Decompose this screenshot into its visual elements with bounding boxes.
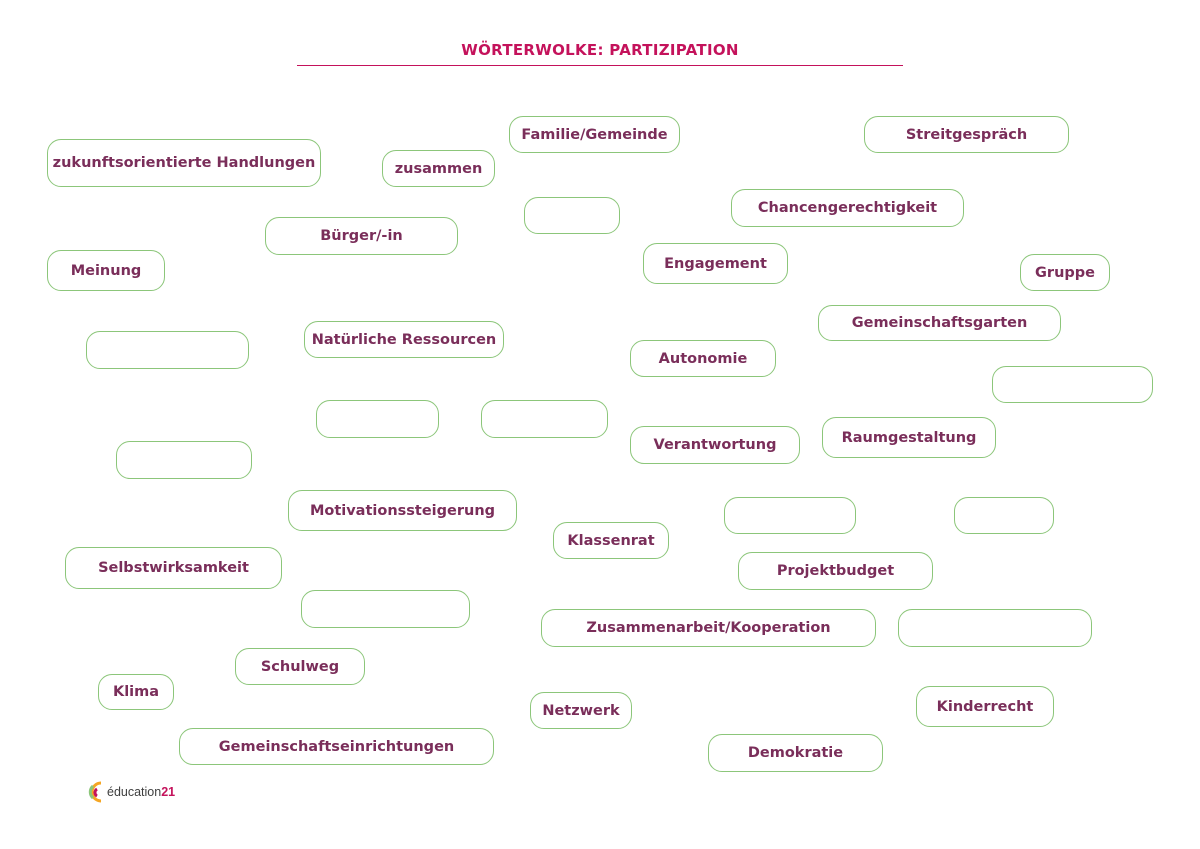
word-chip: Streitgespräch [864, 116, 1069, 153]
word-chip: Selbstwirksamkeit [65, 547, 282, 589]
word-chip: zukunftsorientierte Handlungen [47, 139, 321, 187]
word-chip: Meinung [47, 250, 165, 291]
word-chip: zusammen [382, 150, 495, 187]
word-chip: Projektbudget [738, 552, 933, 590]
empty-word-chip [954, 497, 1054, 534]
empty-word-chip [481, 400, 608, 438]
word-chip: Verantwortung [630, 426, 800, 464]
page-title: WÖRTERWOLKE: PARTIZIPATION [461, 41, 739, 59]
empty-word-chip [301, 590, 470, 628]
education21-logo [88, 780, 175, 804]
empty-word-chip [86, 331, 249, 369]
title-divider [297, 65, 903, 66]
word-chip: Gruppe [1020, 254, 1110, 291]
word-chip: Gemeinschaftseinrichtungen [179, 728, 494, 765]
empty-word-chip [724, 497, 856, 534]
word-chip: Kinderrecht [916, 686, 1054, 727]
word-chip: Engagement [643, 243, 788, 284]
empty-word-chip [992, 366, 1153, 403]
logo-text: éducation [107, 785, 162, 799]
word-chip: Chancengerechtigkeit [731, 189, 964, 227]
word-chip: Klassenrat [553, 522, 669, 559]
empty-word-chip [316, 400, 439, 438]
word-chip: Zusammenarbeit/Kooperation [541, 609, 876, 647]
empty-word-chip [116, 441, 252, 479]
education21-logo-icon [88, 781, 106, 803]
word-chip: Motivationssteigerung [288, 490, 517, 531]
word-chip: Autonomie [630, 340, 776, 377]
word-chip: Netzwerk [530, 692, 632, 729]
word-chip: Familie/Gemeinde [509, 116, 680, 153]
word-chip: Klima [98, 674, 174, 710]
logo-number: 21 [161, 785, 176, 799]
word-chip: Schulweg [235, 648, 365, 685]
word-chip: Demokratie [708, 734, 883, 772]
word-chip: Raumgestaltung [822, 417, 996, 458]
empty-word-chip [524, 197, 620, 234]
word-chip: Bürger/-in [265, 217, 458, 255]
empty-word-chip [898, 609, 1092, 647]
word-chip: Natürliche Ressourcen [304, 321, 504, 358]
word-chip: Gemeinschaftsgarten [818, 305, 1061, 341]
